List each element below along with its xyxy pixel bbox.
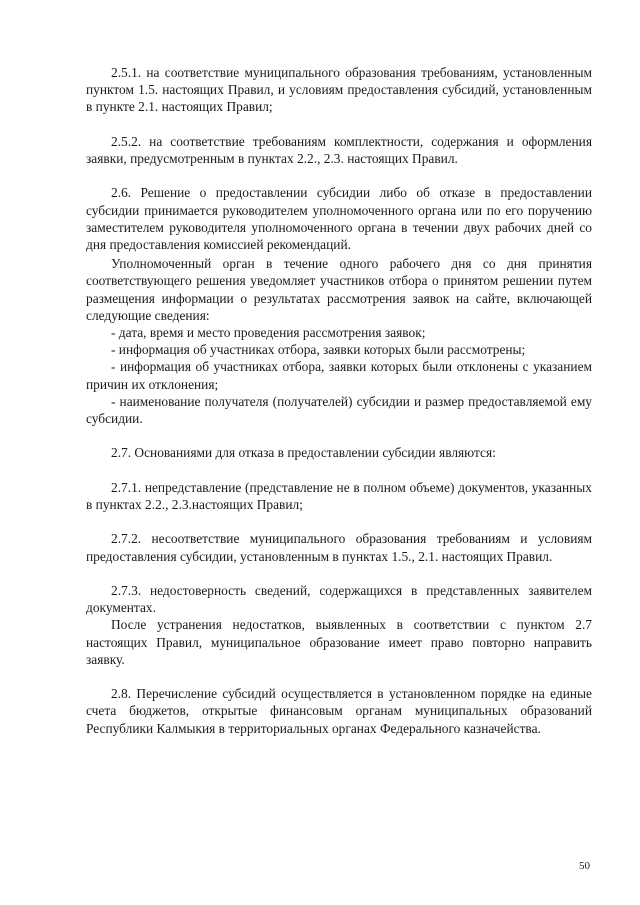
paragraph-2-7-2: 2.7.2. несоответствие муниципального образования требованиям и условиям предоставления субсидии, установленным в пунктах 1.5., 2.1. настоящих Правил.	[86, 531, 592, 564]
list-item: - дата, время и место проведения рассмотрения заявок;	[111, 325, 426, 341]
page-number: 50	[579, 859, 590, 872]
list-item: - информация об участниках отбора, заявки которых были отклонены с указанием причин их отклонения;	[86, 359, 592, 392]
paragraph-2-8: 2.8. Перечисление субсидий осуществляется в установленном порядке на единые счета бюджетов, открытые финансовым органам муниципальных образований Республики Калмыкия в территориальных органах Федерального казначейства.	[86, 686, 592, 736]
paragraph-2-7: 2.7. Основаниями для отказа в предоставлении субсидии являются:	[111, 445, 496, 461]
paragraph-2-5-2: 2.5.2. на соответствие требованиям комплектности, содержания и оформления заявки, предусмотренным в пунктах 2.2., 2.3. настоящих Правил.	[86, 133, 592, 166]
paragraph-2-7-3: 2.7.3. недостоверность сведений, содержащихся в представленных заявителем документах.	[86, 583, 592, 616]
list-item: - наименование получателя (получателей) субсидии и размер предоставляемой ему субсидии.	[86, 393, 592, 427]
paragraph-notification: Уполномоченный орган в течение одного рабочего дня со дня принятия соответствующего решения уведомляет участников отбора о принятом решении путем размещения информации о результатах рассмотрения заявок на сайте, включающей следующие сведения:	[86, 256, 592, 323]
paragraph-resubmission: После устранения недостатков, выявленных в соответствии с пунктом 2.7 настоящих Правил, муниципальное образование имеет право повторно направить заявку.	[86, 617, 592, 667]
paragraph-2-7-1: 2.7.1. непредставление (представление не в полном объеме) документов, указанных в пунктах 2.2., 2.3.настоящих Правил;	[86, 479, 592, 513]
paragraph-2-5-1: 2.5.1. на соответствие муниципального образования требованиям, установленным пунктом 1.5. настоящих Правил, и условиям предоставления субсидий, установленным в пункте 2.1. настоящих Правил;	[86, 65, 592, 115]
paragraph-2-6: 2.6. Решение о предоставлении субсидии либо об отказе в предоставлении субсидии принимается руководителем уполномоченного органа или по его поручению заместителем руководителя уполномоченного органа в течении двух рабочих дней со дня предоставления комиссией рекомендаций.	[86, 185, 592, 252]
list-item: - информация об участниках отбора, заявки которых были рассмотрены;	[111, 342, 526, 358]
